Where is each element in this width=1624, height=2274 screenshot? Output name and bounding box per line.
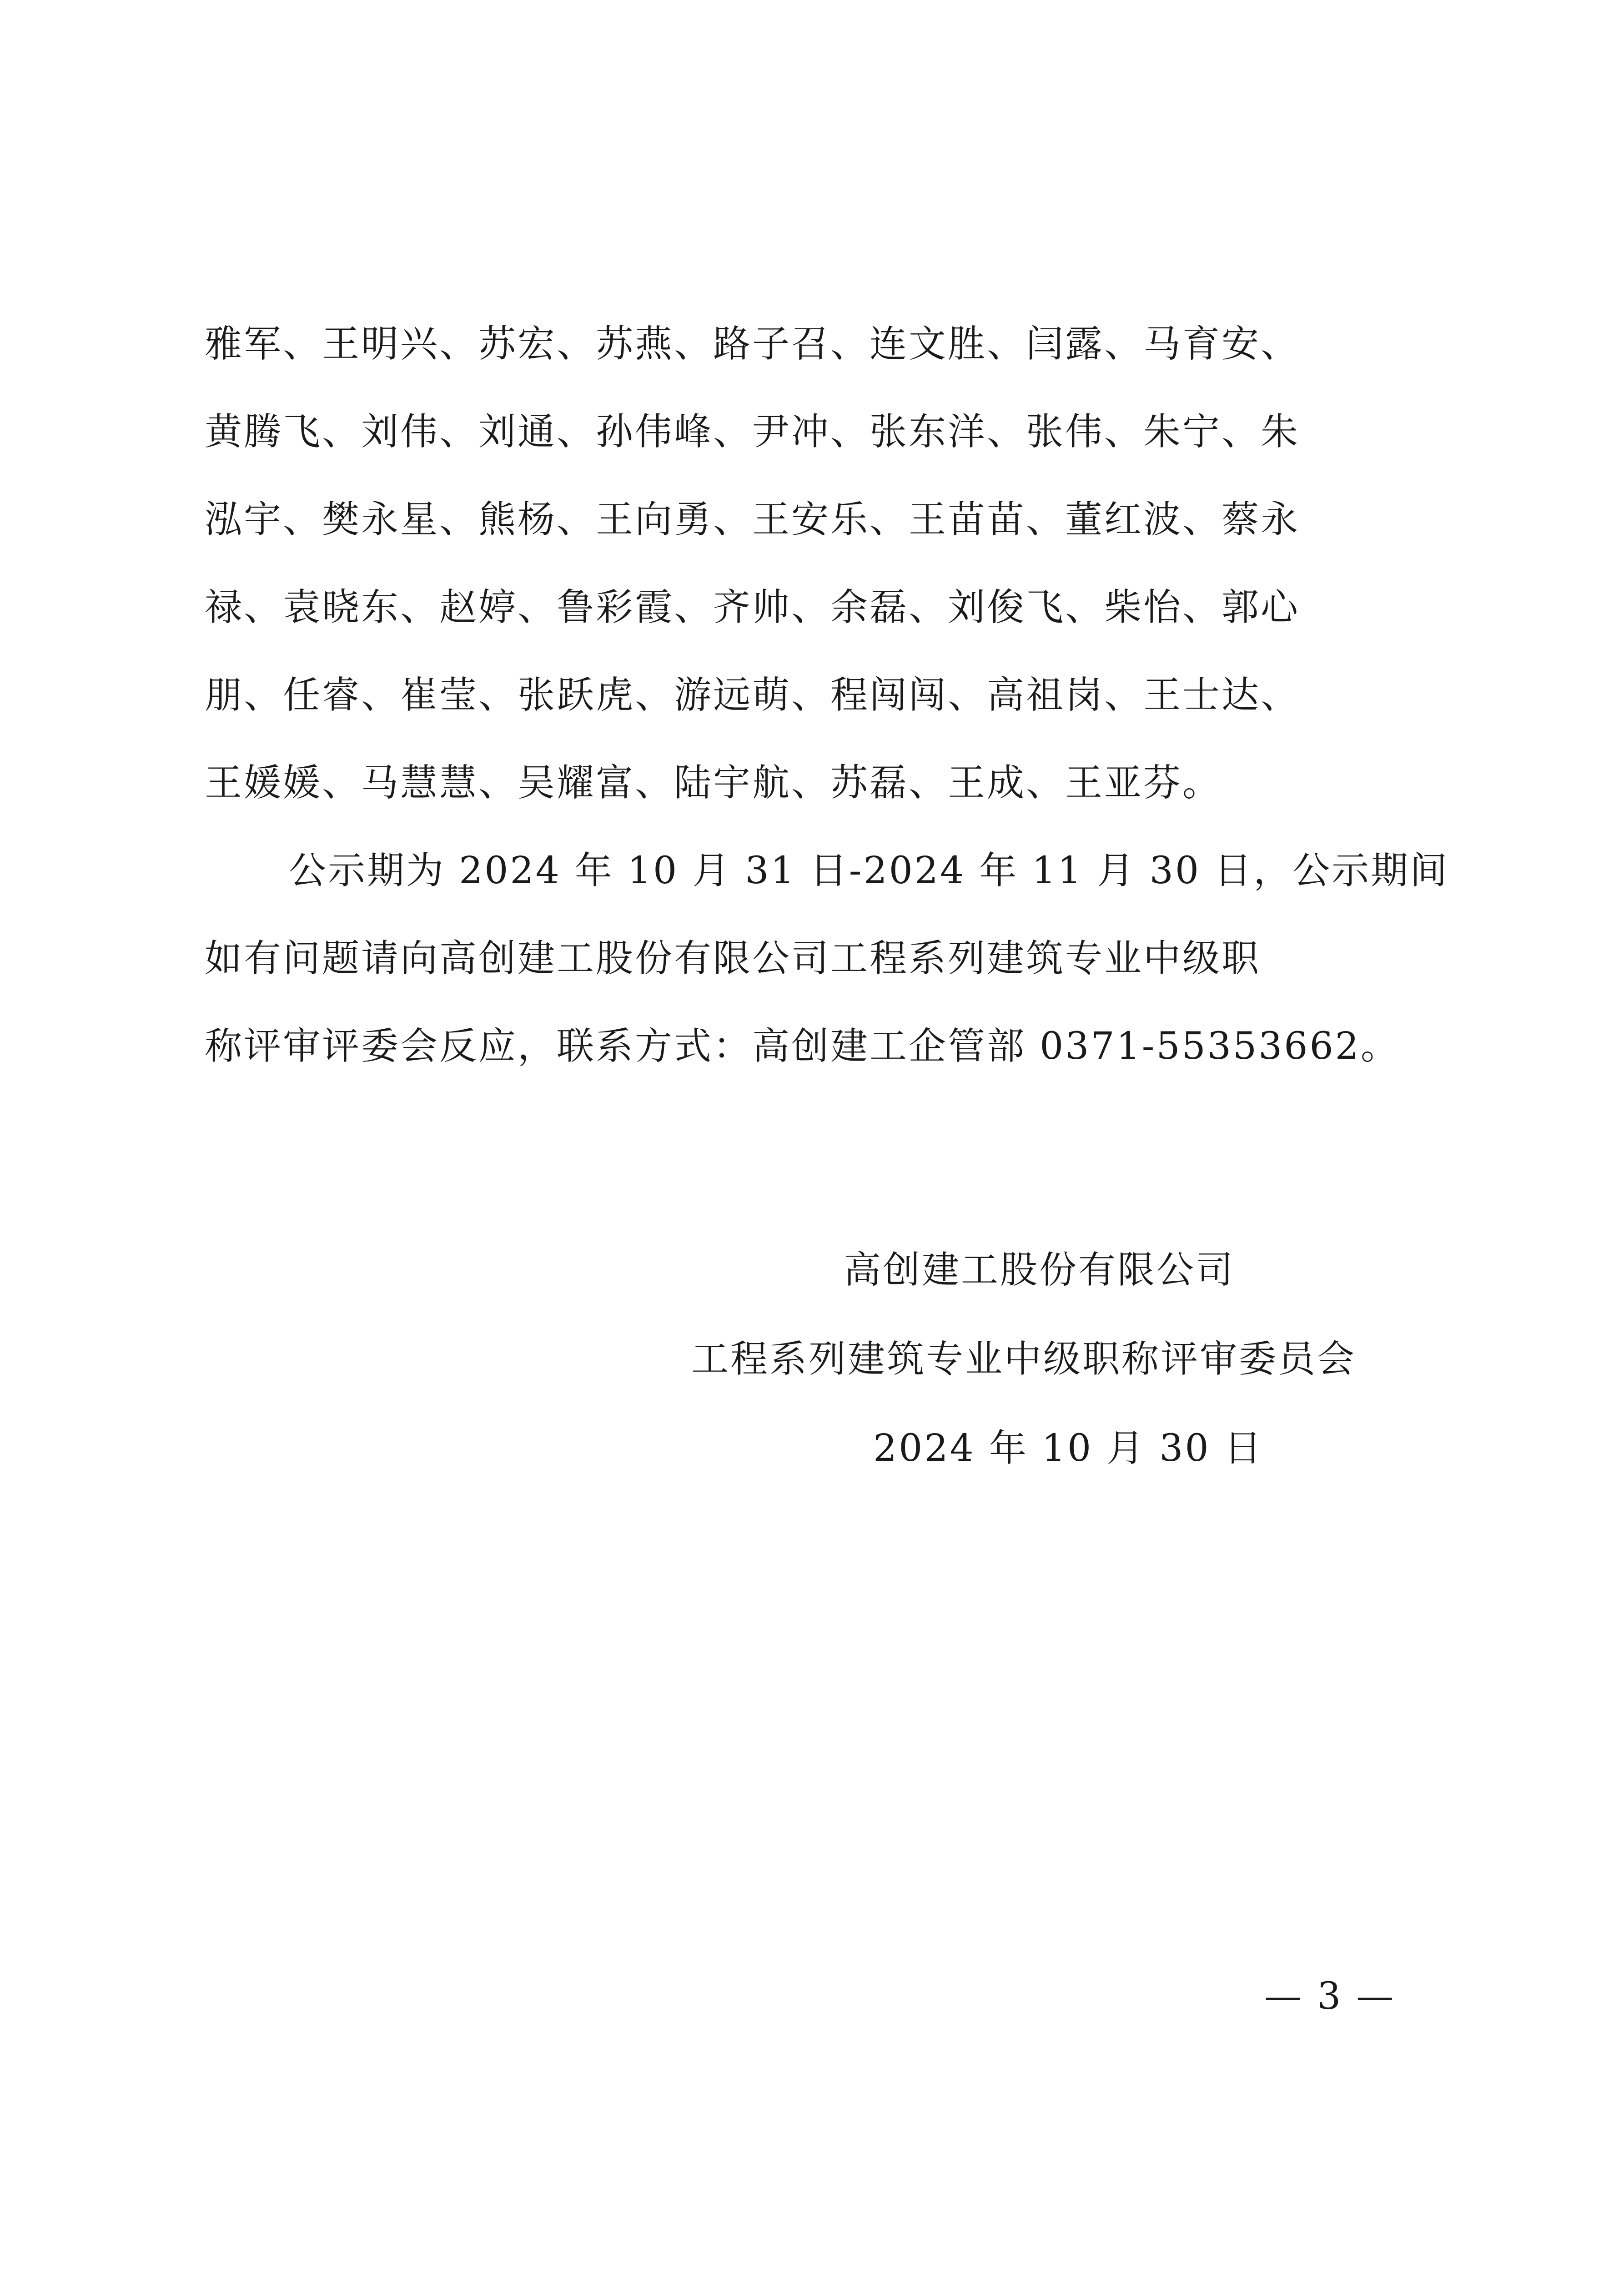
notice-paragraph-line: 如有问题请向高创建工股份有限公司工程系列建筑专业中级职 (205, 937, 1261, 980)
contact-line: 称评审评委会反应，联系方式：高创建工企管部 0371-55353662。 (205, 1025, 1400, 1068)
name-list-line: 禄、袁晓东、赵婷、鲁彩霞、齐帅、余磊、刘俊飞、柴怡、郭心 (205, 586, 1300, 629)
name-list-line: 王媛媛、马慧慧、吴耀富、陆宇航、苏磊、王成、王亚芬。 (205, 761, 1222, 805)
page-number: — 3 — (1264, 1975, 1396, 2018)
signature-committee: 工程系列建筑专业中级职称评审委员会 (691, 1338, 1357, 1381)
signature-organization: 高创建工股份有限公司 (844, 1248, 1235, 1292)
body-text (205, 300, 1449, 1090)
signature-block (637, 1226, 1455, 1493)
name-list-line: 朋、任睿、崔莹、张跃虎、游远萌、程闯闯、高祖岗、王士达、 (205, 674, 1300, 717)
name-list-line: 雅军、王明兴、苏宏、苏燕、路子召、连文胜、闫露、马育安、 (205, 322, 1300, 366)
notice-period-line: 公示期为 2024 年 10 月 31 日-2024 年 11 月 30 日，公示期间 (289, 849, 1449, 892)
signature-date: 2024 年 10 月 30 日 (873, 1427, 1263, 1470)
name-list-line: 泓宇、樊永星、熊杨、王向勇、王安乐、王苗苗、董红波、蔡永 (205, 498, 1300, 541)
name-list-line: 黄腾飞、刘伟、刘通、孙伟峰、尹冲、张东洋、张伟、朱宁、朱 (205, 410, 1300, 453)
